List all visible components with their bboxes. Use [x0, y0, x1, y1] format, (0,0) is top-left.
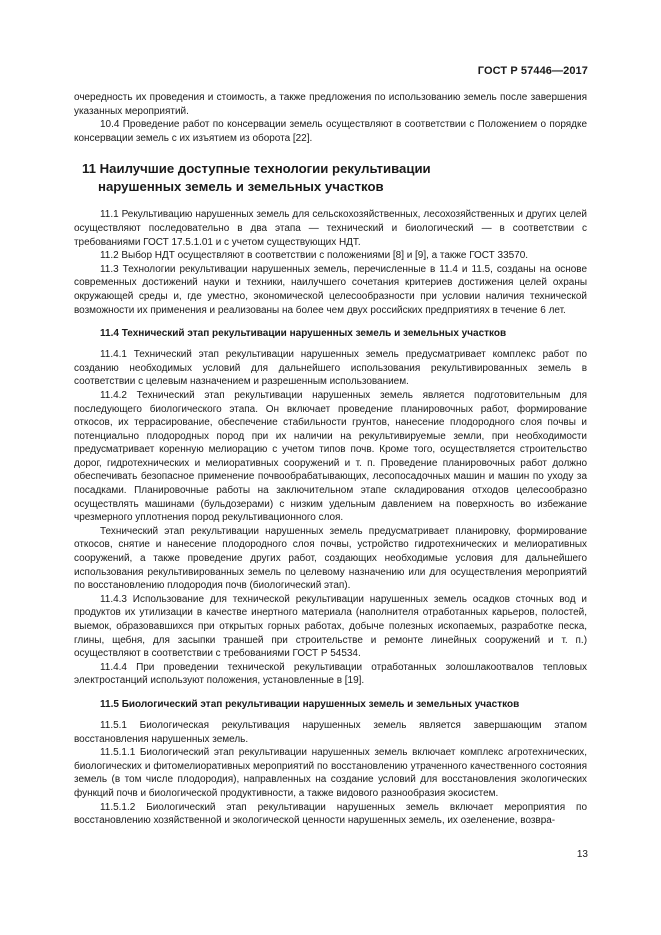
paragraph: 11.4.1 Технический этап рекультивации нарушенных земель предусматривает комплекс работ по созданию необходимых условий для дальнейшего использования рекультивированных земель в соответствии с целевым назначением и разрешенным использованием.	[74, 349, 587, 388]
paragraph: очередность их проведения и стоимость, а также предложения по использованию земель после завершения указанных мероприятий.	[74, 92, 587, 117]
paragraph: 11.5.1.2 Биологический этап рекультивации нарушенных земель включает мероприятия по восстановлению хозяйственной и экологической ценности нарушенных земель, их озеленение, возвра-	[74, 801, 587, 827]
paragraph: 11.4.2 Технический этап рекультивации нарушенных земель является подготовительным для последующего биологического этапа. Он включает проведение планировочных работ, формирование откосов, их террасирование, обеспечение стабильности грунтов, нанесение плодородного слоя почвы и потенциально плодородных пород при их наличии на рекультивируемые земли, при необходимости предусматривает коренную мелиорацию с учетом типов почв. Кроме того, осуществляется строительство дорог, гидротехнических и мелиоративных сооружений и т. п. Проведение планировочных работ должно обеспечивать безопасное применение почвообрабатывающих, лесопосадочных машин и машин по уходу за посадками. Планировочные работы на заключительном этапе складирования отходов целесообразно осуществлять машинами (бульдозерами) с низким удельным давлением на поверхность во избежание чрезмерного уплотнения пород рекультивационного слоя.	[74, 389, 587, 524]
paragraph: 10.4 Проведение работ по консервации земель осуществляют в соответствии с Положением о порядке консервации земель с их изъятием из оборота [22].	[74, 119, 587, 144]
section-11-heading	[74, 160, 587, 196]
paragraph: Технический этап рекультивации нарушенных земель предусматривает планировку, формирование откосов, снятие и нанесение плодородного слоя почвы, устройство гидротехнических и мелиоративных сооружений, а также проведение других работ, создающих необходимые условия для дальнейшего использования рекультивированных земель по целевому назначению или для осуществления мероприятий по восстановлению плодородия почв (биологический этап).	[74, 525, 587, 592]
document-code: ГОСТ Р 57446—2017	[477, 65, 588, 77]
paragraph: 11.1 Рекультивацию нарушенных земель для сельскохозяйственных, лесохозяйственных и других целей осуществляют последовательно в два этапа — технический и биологический — в соответствии с требованиями ГОСТ 17.5.1.01 и с учетом существующих НДТ.	[74, 209, 587, 248]
paragraph: 11.2 Выбор НДТ осуществляют в соответствии с положениями [8] и [9], а также ГОСТ 33570.	[100, 250, 528, 262]
page-number: 13	[576, 849, 588, 860]
paragraph: 11.4.3 Использование для технической рекультивации нарушенных земель осадков сточных вод и продуктов их утилизации в качестве инертного материала (наполнителя отработанных карьеров, полостей, выемок, образовавшихся при открытых горных работах, добыче полезных ископаемых, разработке песка, глины, щебня, для засыпки траншей при строительстве и ремонте линейных сооружений и т. п.) осуществляют в соответствии с требованиями ГОСТ Р 54534.	[74, 593, 587, 660]
paragraph: 11.3 Технологии рекультивации нарушенных земель, перечисленные в 11.4 и 11.5, созданы на основе современных достижений науки и техники, наилучшего сочетания критериев достижения целей охраны окружающей среды и, где уместно, экономической целесообразности при условии наличия технической возможности их применения и реализованы на более чем двух российских предприятиях в течение 6 лет.	[74, 263, 587, 316]
section-11-title-line2: нарушенных земель и земельных участков	[98, 179, 384, 195]
document-body	[74, 91, 587, 828]
section-11-5-heading: 11.5 Биологический этап рекультивации нарушенных земель и земельных участков	[100, 698, 520, 710]
paragraph: 11.5.1.1 Биологический этап рекультивации нарушенных земель включает комплекс агротехнических, биологических и фитомелиоративных мероприятий по восстановлению утраченного качественного состояния земель (в том числе плодородия), направленных на создание условий для восстановления экологических функций почв и биологической продуктивности, а также видового разнообразия экосистем.	[74, 747, 587, 799]
section-11-4-heading: 11.4 Технический этап рекультивации нарушенных земель и земельных участков	[100, 328, 507, 340]
paragraph: 11.4.4 При проведении технической рекультивации отработанных золошлакоотвалов тепловых электростанций используют положения, установленные в [19].	[74, 661, 587, 687]
section-11-title-line1: 11 Наилучшие доступные технологии рекультивации	[82, 161, 431, 177]
paragraph: 11.5.1 Биологическая рекультивация нарушенных земель является завершающим этапом восстановления нарушенных земель.	[74, 719, 587, 745]
